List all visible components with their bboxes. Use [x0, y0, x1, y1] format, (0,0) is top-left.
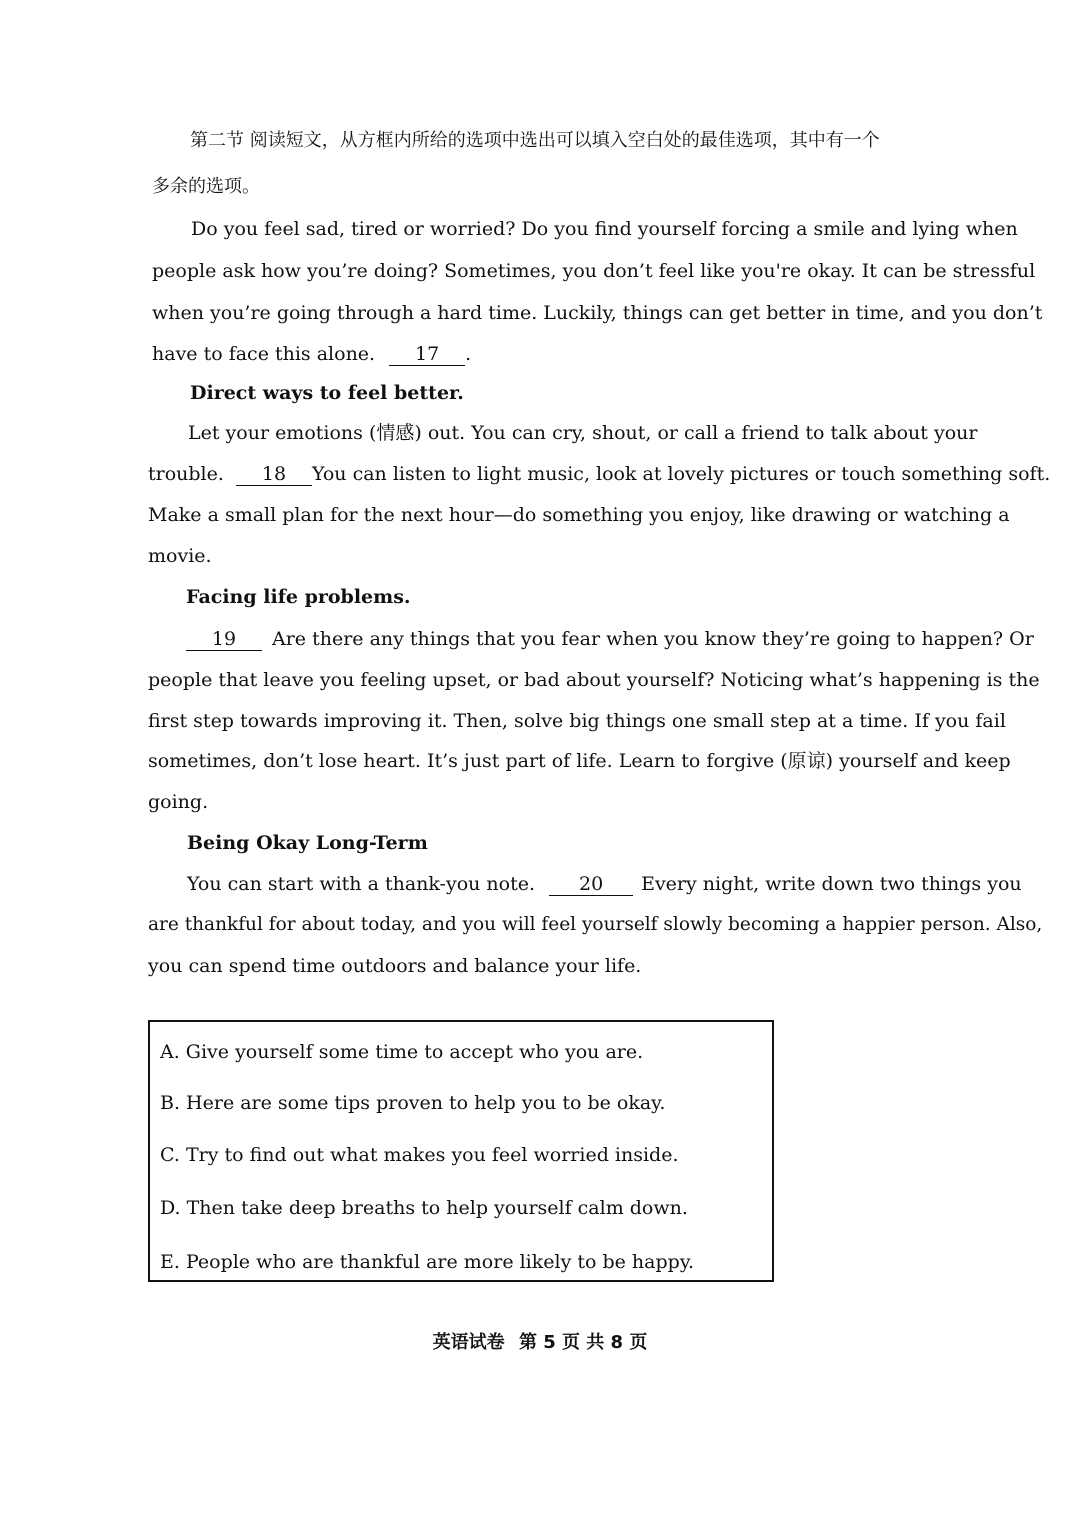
option-a[interactable]: A. Give yourself some time to accept who you are.: [160, 1041, 644, 1063]
p2-line4: movie.: [148, 545, 212, 567]
options-box: [148, 1020, 774, 1282]
p3-line4-b: ) yourself and keep: [825, 750, 1011, 772]
heading-being-okay-long-term: Being Okay Long-Term: [187, 832, 428, 854]
p4-line1-text: You can start with a thank-you note.: [187, 873, 536, 895]
heading-direct-ways: Direct ways to feel better.: [190, 382, 464, 404]
p2-line1-cjk: 情感: [376, 422, 415, 444]
heading-facing-life-problems: Facing life problems.: [186, 586, 411, 608]
p4-line2: are thankful for about today, and you will feel yourself slowly becoming a happier person. Also,: [148, 914, 1043, 935]
p4-line1: [187, 875, 1022, 896]
p2-line2-text: trouble.: [148, 463, 224, 485]
p2-line1-a: Let your emotions (: [188, 422, 377, 444]
footer-subject: 英语试卷: [432, 1332, 505, 1353]
p1-line1: Do you feel sad, tired or worried? Do you find yourself forcing a smile and lying when: [191, 218, 1018, 240]
section-instruction-line2: 多余的选项。: [152, 176, 260, 197]
blank-17[interactable]: 17: [389, 345, 465, 366]
p3-line4-a: sometimes, don’t lose heart. It’s just part of life. Learn to forgive (: [148, 750, 788, 772]
p2-line2: [148, 465, 1050, 486]
blank-18[interactable]: 18: [236, 465, 312, 486]
p1-line2: people ask how you’re doing? Sometimes, you don’t feel like you're okay. It can be stressful: [152, 260, 1036, 282]
section-instruction-line1: 第二节 阅读短文，从方框内所给的选项中选出可以填入空白处的最佳选项，其中有一个: [190, 130, 880, 151]
page-footer: [0, 1328, 1080, 1354]
p1-line4: [152, 345, 471, 366]
p3-line1-after: Are there any things that you fear when you know they’re going to happen? Or: [272, 628, 1034, 650]
option-d[interactable]: D. Then take deep breaths to help yourself calm down.: [160, 1197, 688, 1219]
p3-line4-cjk: 原谅: [787, 750, 826, 772]
option-e[interactable]: E. People who are thankful are more likely to be happy.: [160, 1251, 695, 1273]
p1-line4-text: have to face this alone.: [152, 343, 376, 365]
option-b[interactable]: B. Here are some tips proven to help you to be okay.: [160, 1092, 666, 1114]
p4-line3: you can spend time outdoors and balance your life.: [148, 955, 642, 977]
footer-page-info: 第 5 页 共 8 页: [518, 1332, 648, 1353]
p1-line3: when you’re going through a hard time. Luckily, things can get better in time, and you don’t: [152, 302, 1043, 324]
p3-line1: [186, 630, 1034, 651]
p2-line1: [188, 424, 977, 443]
p3-line5: going.: [148, 791, 209, 813]
p2-line3: Make a small plan for the next hour—do something you enjoy, like drawing or watching a: [148, 504, 1010, 526]
p3-line4: [148, 752, 1011, 771]
option-c[interactable]: C. Try to find out what makes you feel worried inside.: [160, 1144, 679, 1166]
p3-line3: first step towards improving it. Then, solve big things one small step at a time. If you fail: [148, 710, 1006, 732]
p3-line2: people that leave you feeling upset, or bad about yourself? Noticing what’s happening is the: [148, 669, 1040, 691]
p4-line1-after: Every night, write down two things you: [641, 873, 1022, 895]
p2-line2-after: You can listen to light music, look at lovely pictures or touch something soft.: [311, 463, 1051, 485]
blank-20[interactable]: 20: [549, 875, 633, 896]
p1-line4-end: .: [465, 343, 472, 365]
p2-line1-b: ) out. You can cry, shout, or call a friend to talk about your: [414, 422, 978, 444]
blank-19[interactable]: 19: [186, 630, 262, 651]
